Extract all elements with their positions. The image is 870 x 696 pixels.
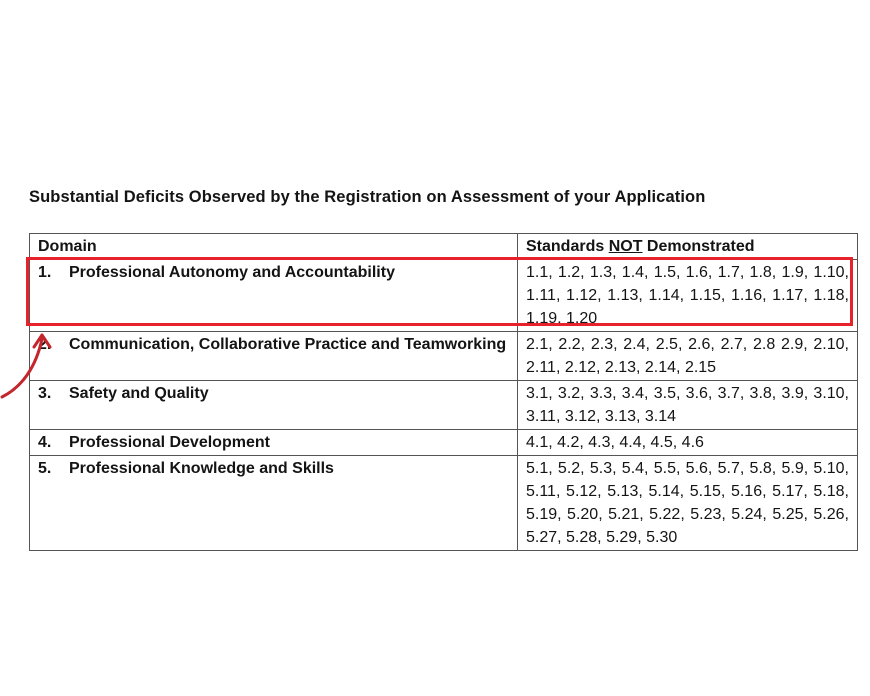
not-emphasis: NOT — [608, 238, 643, 255]
table-row — [30, 456, 858, 551]
deficits-table — [29, 233, 858, 551]
standards-cell: 1.1, 1.2, 1.3, 1.4, 1.5, 1.6, 1.7, 1.8, 1.9, 1.10, 1.11, 1.12, 1.13, 1.14, 1.15, 1.16, 1.17, 1.18, 1.19, 1.20 — [518, 260, 858, 332]
domain-cell — [30, 456, 518, 551]
domain-cell — [30, 260, 518, 332]
column-header-domain: Domain — [30, 234, 518, 260]
column-header-standards: Standards NOT Demonstrated — [518, 234, 858, 260]
domain-cell — [30, 430, 518, 456]
standards-cell: 5.1, 5.2, 5.3, 5.4, 5.5, 5.6, 5.7, 5.8, 5.9, 5.10, 5.11, 5.12, 5.13, 5.14, 5.15, 5.16, 5.17, 5.18, 5.19, 5.20, 5.21, 5.22, 5.23, 5.24, 5.25, 5.26, 5.27, 5.28, 5.29, 5.30 — [518, 456, 858, 551]
table-header-row — [30, 234, 858, 260]
standards-cell: 3.1, 3.2, 3.3, 3.4, 3.5, 3.6, 3.7, 3.8, 3.9, 3.10, 3.11, 3.12, 3.13, 3.14 — [518, 381, 858, 430]
domain-name: Communication, Collaborative Practice and Teamworking — [69, 336, 507, 353]
standards-cell: 2.1, 2.2, 2.3, 2.4, 2.5, 2.6, 2.7, 2.8 2.9, 2.10, 2.11, 2.12, 2.13, 2.14, 2.15 — [518, 332, 858, 381]
table-row — [30, 260, 858, 332]
domain-name: Professional Autonomy and Accountability — [69, 264, 395, 281]
document-heading: Substantial Deficits Observed by the Registration on Assessment of your Application — [29, 188, 706, 206]
domain-number: 5. — [38, 460, 52, 477]
table-row — [30, 430, 858, 456]
domain-number: 3. — [38, 385, 52, 402]
standards-cell: 4.1, 4.2, 4.3, 4.4, 4.5, 4.6 — [518, 430, 858, 456]
domain-number: 2. — [38, 336, 52, 353]
curved-arrow-icon — [0, 325, 70, 405]
domain-name: Professional Knowledge and Skills — [69, 460, 334, 477]
domain-cell — [30, 381, 518, 430]
table-row — [30, 332, 858, 381]
domain-cell — [30, 332, 518, 381]
domain-name: Professional Development — [69, 434, 270, 451]
domain-number: 1. — [38, 264, 52, 281]
domain-number: 4. — [38, 434, 52, 451]
domain-name: Safety and Quality — [69, 385, 209, 402]
table-row — [30, 381, 858, 430]
